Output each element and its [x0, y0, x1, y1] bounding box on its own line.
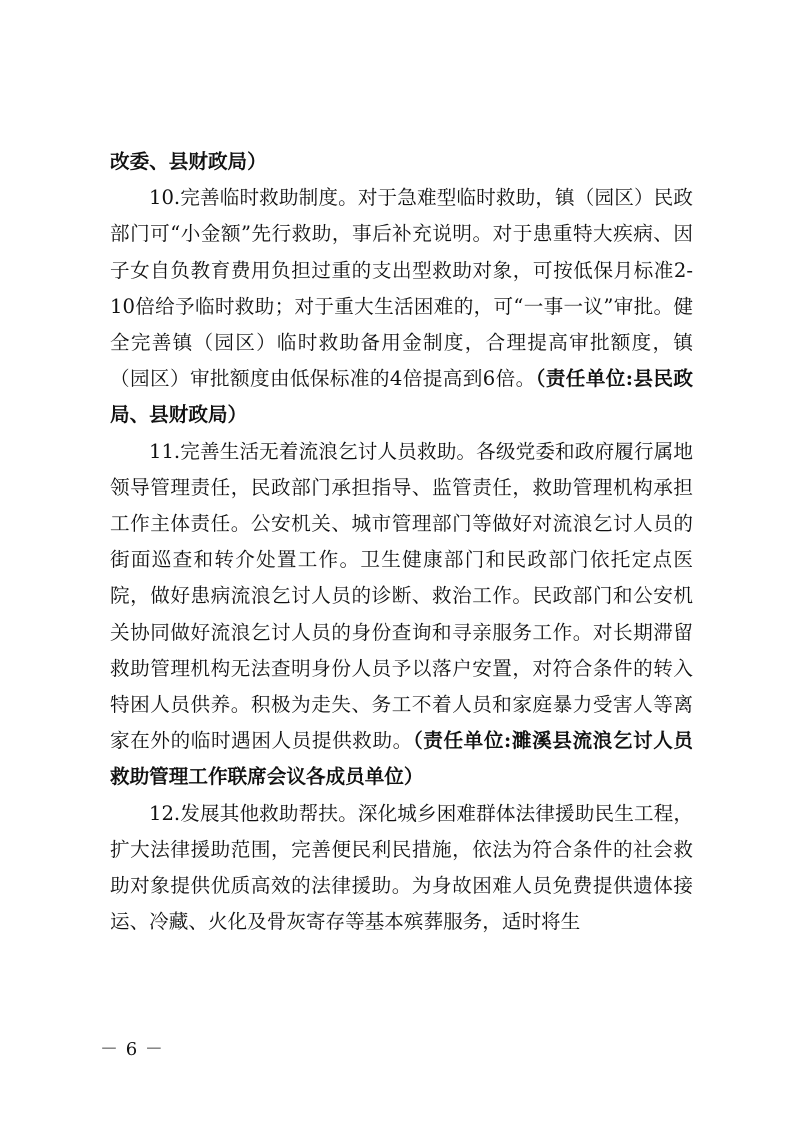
responsible-unit-text: （责任单位:县民政局、县财政局） — [110, 367, 693, 427]
paragraph-body: 深化城乡困难群体法律援助民生工程，扩大法律援助范围，完善便民利民措施，依法为符合条件的社会救助对象提供优质高效的法律援助。为身故困难人员免费提供遗体接运、冷藏、火化及骨灰寄存等基本殡葬服务，适时将生 — [110, 801, 693, 934]
paragraph-lead: 12.发展其他救助帮扶。 — [149, 801, 358, 825]
responsible-unit-text: 改委、县财政局） — [110, 150, 267, 173]
paragraph-homeless-assistance — [110, 434, 693, 796]
paragraph-lead: 10.完善临时救助制度。 — [149, 186, 358, 210]
responsible-unit-text: （责任单位:濉溪县流浪乞讨人员救助管理工作联席会议各成员单位） — [110, 729, 694, 789]
paragraph-body: 对于急难型临时救助，镇（园区）民政部门可“小金额”先行救助，事后补充说明。对于患重特大疾病、因子女自负教育费用负担过重的支出型救助对象，可按低保月标准2-10倍给予临时救助；对于重大生活困难的，可“一事一议”审批。健全完善镇（园区）临时救助备用金制度，合理提高审批额度，镇（园区）审批额度由低保标准的4倍提高到6倍。 — [110, 186, 693, 391]
paragraph-continuation — [110, 144, 693, 180]
page-number: － 6 － — [100, 1039, 164, 1060]
document-body — [110, 144, 693, 940]
paragraph-temporary-assistance — [110, 180, 693, 433]
paragraph-body: 各级党委和政府履行属地领导管理责任，民政部门承担指导、监管责任，救助管理机构承担工作主体责任。公安机关、城市管理部门等做好对流浪乞讨人员的街面巡查和转介处置工作。卫生健康部门和民政部门依托定点医院，做好患病流浪乞讨人员的诊断、救治工作。民政部门和公安机关协同做好流浪乞讨人员的身份查询和寻亲服务工作。对长期滞留救助管理机构无法查明身份人员予以落户安置，对符合条件的转入特困人员供养。积极为走失、务工不着人员和家庭暴力受害人等离家在外的临时遇困人员提供救助。 — [110, 439, 693, 753]
paragraph-lead: 11.完善生活无着流浪乞讨人员救助。 — [149, 439, 477, 463]
paragraph-other-assistance — [110, 796, 693, 941]
